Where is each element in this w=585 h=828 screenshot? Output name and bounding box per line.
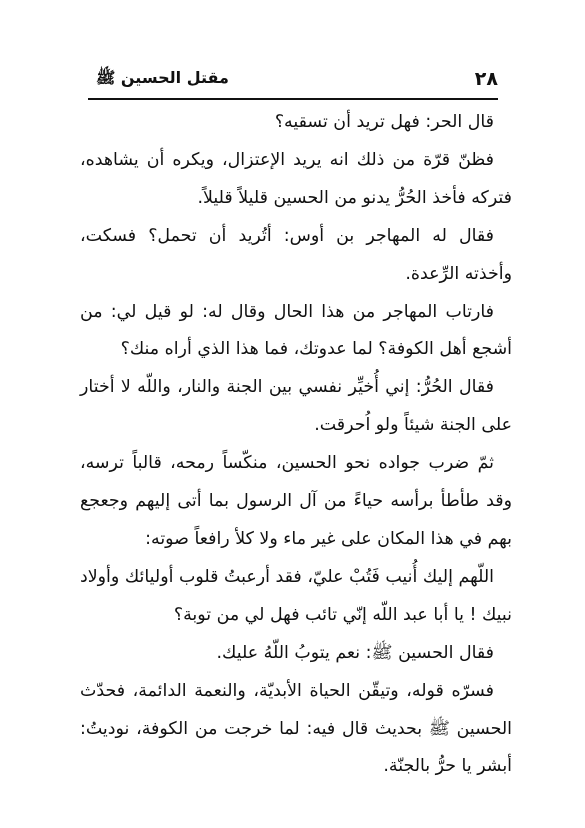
paragraph-8: فقال الحسين ﷺ: نعم يتوبُ اللّهُ عليك. (216, 642, 494, 663)
paragraph-2: فظنّ قرّة من ذلك انه يريد الإعتزال، ويكره أن يشاهده، فتركه فأخذ الحُرُّ يدنو من الحسين قليلاً قليلاً. (80, 149, 512, 208)
paragraph-1: قال الحر: فهل تريد أن تسقيه؟ (274, 112, 494, 132)
paragraph-5: فقال الحُرُّ: إني أُخيِّر نفسي بين الجنة والنار، واللّه لا أختار على الجنة شيئاً ولو اُحرقت. (80, 377, 512, 436)
paragraph-4: فارتاب المهاجر من هذا الحال وقال له: لو قيل لي: من أشجع أهل الكوفة؟ لما عدوتك، فما هذا الذي أراه منك؟ (80, 301, 512, 360)
page-header (88, 60, 498, 100)
header-rule (88, 98, 498, 100)
page-number: ٢٨ (474, 68, 498, 90)
paragraph-3: فقال له المهاجر بن أوس: أتُريد أن تحمل؟ فسكت، وأخذته الرِّعدة. (80, 225, 512, 284)
running-title: مقتل الحسين ﷺ (96, 68, 229, 87)
paragraph-9: فسرّه قوله، وتيقّن الحياة الأبديّة، والنعمة الدائمة، فحدّث الحسين ﷺ بحديث قال فيه: لما خرجت من الكوفة، نوديتُ: أبشر يا حرُّ بالجنّة. (80, 680, 512, 777)
body-text (80, 104, 512, 786)
paragraph-7: اللّهم إليك أُنيب فَتُبْ عليّ، فقد أرعبتُ قلوب أوليائك وأولاد نبيك ! يا أبا عبد اللّه إنّي تائب فهل لي من توبة؟ (80, 566, 512, 625)
paragraph-6: ثمّ ضرب جواده نحو الحسين، منكّساً رمحه، قالباً ترسه، وقد طأطأ برأسه حياءً من آل الرسول بما أتى إليهم وجعجع بهم في هذا المكان على غير ماء ولا كلأ رافعاً صوته: (80, 453, 512, 549)
